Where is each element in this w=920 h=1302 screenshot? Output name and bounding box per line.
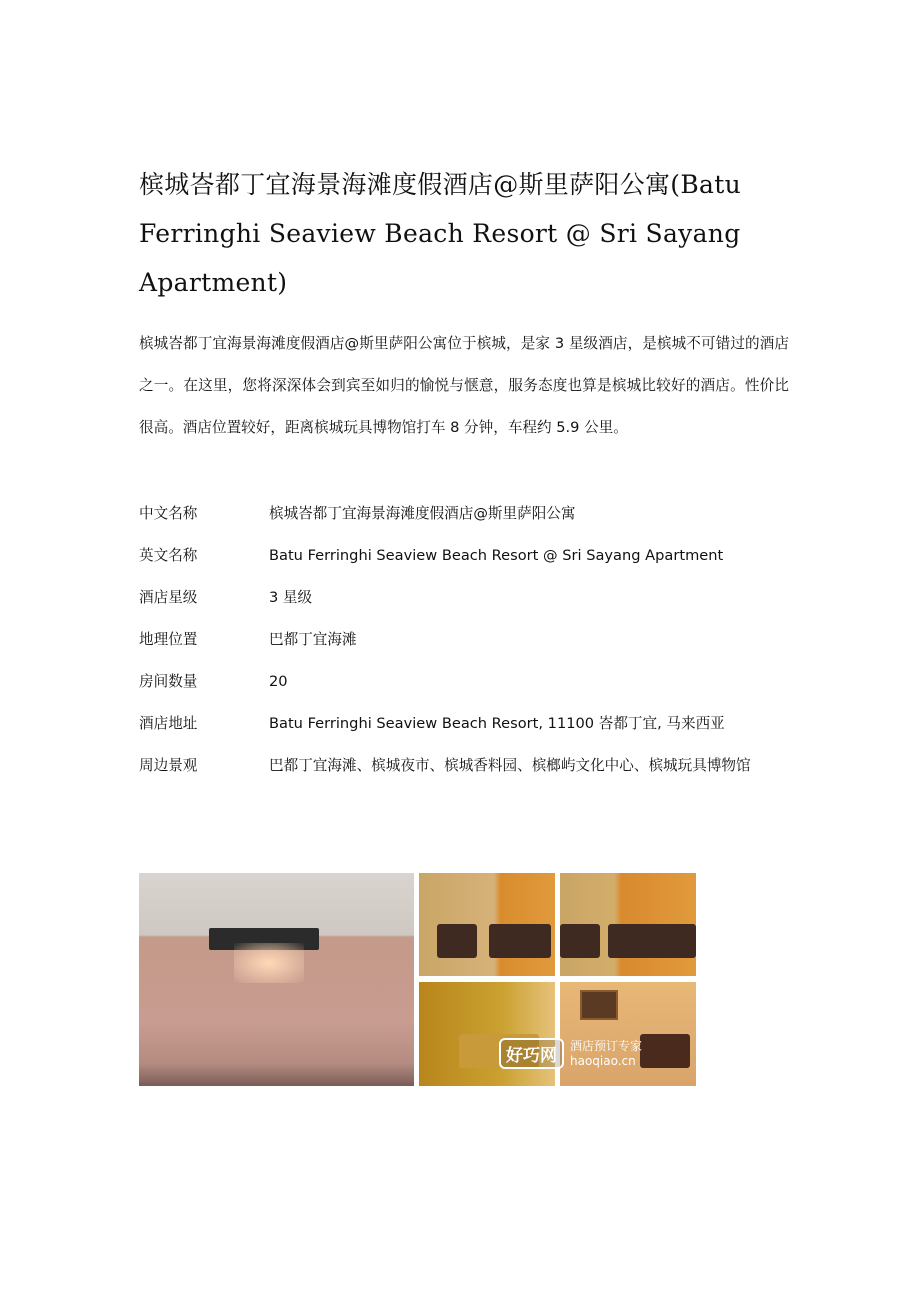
info-label: 中文名称 [139,505,198,522]
hotel-info-table [139,493,789,787]
dining-room-photo [560,982,696,1086]
document-title: 槟城峇都丁宜海景海滩度假酒店@斯里萨阳公寓(Batu Ferringhi Seaview Beach Resort @ Sri Sayang Apartment) [139,170,741,297]
info-row [139,577,789,619]
info-row [139,493,789,535]
info-label: 地理位置 [139,631,198,648]
info-row [139,703,789,745]
intro-paragraph: 槟城峇都丁宜海景海滩度假酒店@斯里萨阳公寓位于槟城，是家 3 星级酒店，是槟城不可错过的酒店之一。在这里，您将深深体会到宾至如归的愉悦与惬意，服务态度也算是槟城比较好的酒店。性价比很高。酒店位置较好，距离槟城玩具博物馆打车 8 分钟，车程约 5.9 公里。 [139,335,789,436]
watermark-logo: 好巧网 [499,1038,564,1069]
info-row [139,619,789,661]
info-label: 周边景观 [139,757,198,774]
info-value: 巴都丁宜海滩、槟城夜市、槟城香料园、槟榔屿文化中心、槟城玩具博物馆 [269,757,751,774]
info-value: 20 [269,673,288,690]
info-label: 酒店地址 [139,715,198,732]
hotel-photo-collage [139,873,696,1086]
info-value: 槟城峇都丁宜海景海滩度假酒店@斯里萨阳公寓 [269,505,576,522]
bedroom-photo [419,982,555,1086]
info-value: Batu Ferringhi Seaview Beach Resort @ Sri Sayang Apartment [269,547,724,564]
watermark-tagline: 酒店预订专家 [570,1038,643,1053]
kitchen-photo [139,873,414,1086]
watermark [499,1038,642,1069]
info-label: 房间数量 [139,673,198,690]
info-label: 英文名称 [139,547,198,564]
info-row [139,745,789,787]
info-row [139,661,789,703]
watermark-site: haoqiao.cn [570,1053,636,1068]
info-value: 巴都丁宜海滩 [269,631,357,648]
info-value: Batu Ferringhi Seaview Beach Resort, 11100 峇都丁宜, 马来西亚 [269,715,725,732]
living-room-photo [419,873,555,976]
info-row [139,535,789,577]
info-value: 3 星级 [269,589,313,606]
living-room-photo [560,873,696,976]
info-label: 酒店星级 [139,589,198,606]
